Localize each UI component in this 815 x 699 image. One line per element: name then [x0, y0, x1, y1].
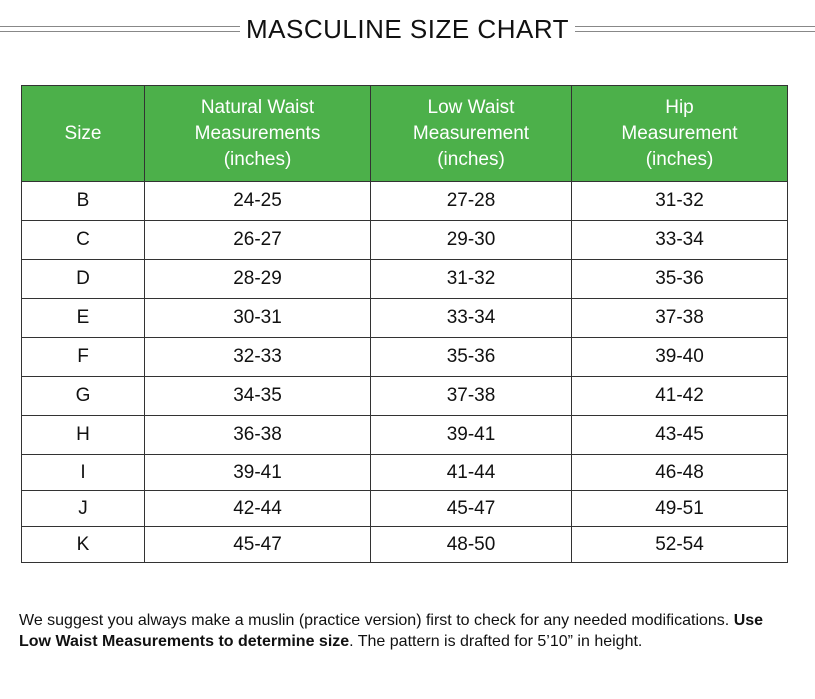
- natural-waist-cell: 34-35: [145, 377, 371, 416]
- note-emphasis: Use Low Waist Measurements to determine size: [19, 612, 764, 650]
- size-cell: D: [22, 260, 145, 299]
- table-row: [22, 527, 788, 563]
- table-row: [22, 416, 788, 455]
- hip-cell: 43-45: [572, 416, 788, 455]
- natural-waist-cell: 30-31: [145, 299, 371, 338]
- size-cell: I: [22, 455, 145, 491]
- header-size-line: Size: [64, 122, 102, 144]
- header-line: (inches): [437, 148, 505, 170]
- header-line: Measurements: [194, 122, 321, 144]
- size-cell: F: [22, 338, 145, 377]
- low-waist-cell: 37-38: [371, 377, 572, 416]
- low-waist-cell: 48-50: [371, 527, 572, 563]
- low-waist-cell: 39-41: [371, 416, 572, 455]
- header-size: [22, 86, 145, 182]
- hip-cell: 41-42: [572, 377, 788, 416]
- table-row: [22, 299, 788, 338]
- header-line: Natural Waist: [200, 96, 315, 118]
- hip-cell: 52-54: [572, 527, 788, 563]
- table-header-row: [22, 86, 788, 182]
- natural-waist-cell: 45-47: [145, 527, 371, 563]
- natural-waist-cell: 24-25: [145, 182, 371, 221]
- title-row: [0, 12, 815, 46]
- size-cell: G: [22, 377, 145, 416]
- size-cell: C: [22, 221, 145, 260]
- note-text: We suggest you always make a muslin (practice version) first to check for any needed modifications.: [19, 612, 734, 629]
- header-line: (inches): [223, 148, 292, 170]
- natural-waist-cell: 32-33: [145, 338, 371, 377]
- title-rule-left: [0, 26, 240, 32]
- low-waist-cell: 33-34: [371, 299, 572, 338]
- hip-cell: 33-34: [572, 221, 788, 260]
- header-line: (inches): [645, 148, 714, 170]
- low-waist-cell: 45-47: [371, 491, 572, 527]
- hip-cell: 46-48: [572, 455, 788, 491]
- natural-waist-cell: 26-27: [145, 221, 371, 260]
- size-cell: K: [22, 527, 145, 563]
- table-row: [22, 182, 788, 221]
- table-row: [22, 260, 788, 299]
- table-row: [22, 455, 788, 491]
- header-hip: [572, 86, 788, 182]
- table-row: [22, 221, 788, 260]
- low-waist-cell: 31-32: [371, 260, 572, 299]
- natural-waist-cell: 36-38: [145, 416, 371, 455]
- header-line: Hip: [665, 96, 694, 118]
- size-cell: J: [22, 491, 145, 527]
- size-cell: H: [22, 416, 145, 455]
- low-waist-cell: 29-30: [371, 221, 572, 260]
- sizing-note: [19, 610, 799, 652]
- natural-waist-cell: 39-41: [145, 455, 371, 491]
- low-waist-cell: 35-36: [371, 338, 572, 377]
- natural-waist-cell: 42-44: [145, 491, 371, 527]
- header-low-waist: [371, 86, 572, 182]
- header-line: Measurement: [621, 122, 738, 144]
- size-cell: B: [22, 182, 145, 221]
- hip-cell: 35-36: [572, 260, 788, 299]
- title-rule-right: [575, 26, 815, 32]
- hip-cell: 31-32: [572, 182, 788, 221]
- page-title: MASCULINE SIZE CHART: [246, 13, 570, 44]
- hip-cell: 49-51: [572, 491, 788, 527]
- table-row: [22, 377, 788, 416]
- table-row: [22, 491, 788, 527]
- size-cell: E: [22, 299, 145, 338]
- table-row: [22, 338, 788, 377]
- low-waist-cell: 27-28: [371, 182, 572, 221]
- hip-cell: 39-40: [572, 338, 788, 377]
- size-table: [21, 85, 788, 563]
- hip-cell: 37-38: [572, 299, 788, 338]
- natural-waist-cell: 28-29: [145, 260, 371, 299]
- note-text-end: . The pattern is drafted for 5’10” in height.: [349, 633, 643, 650]
- low-waist-cell: 41-44: [371, 455, 572, 491]
- header-natural-waist: [145, 86, 371, 182]
- header-line: Measurement: [412, 122, 530, 144]
- header-line: Low Waist: [427, 96, 515, 118]
